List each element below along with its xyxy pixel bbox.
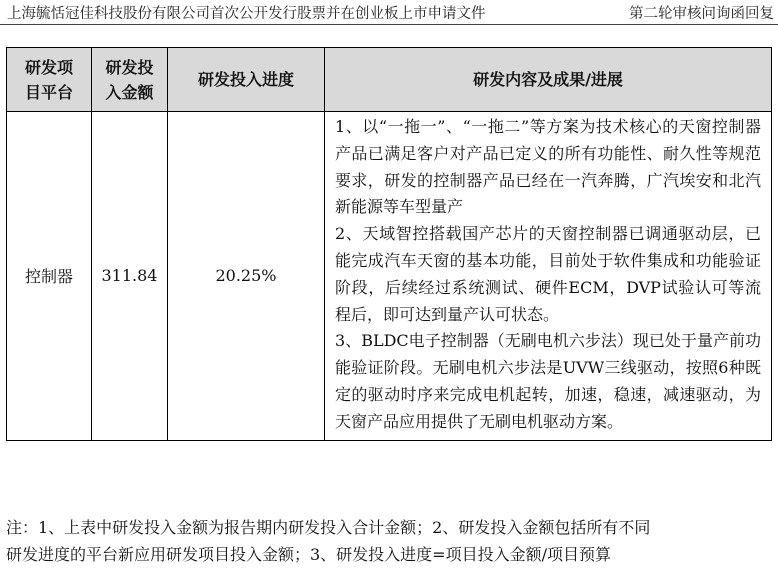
content-item-2: 2、天域智控搭载国产芯片的天窗控制器已调通驱动层，已能完成汽车天窗的基本功能，目前处于软件集成和功能验证阶段，后续经过系统测试、硬件ECM，DVP试验认可等流程后，即可达到量产认可状态。 bbox=[335, 224, 761, 324]
page-header bbox=[0, 0, 778, 26]
column-header-progress: 研发投入进度 bbox=[168, 48, 325, 112]
rd-table bbox=[6, 47, 772, 441]
header-divider bbox=[0, 24, 778, 25]
column-header-platform: 研发项 目平台 bbox=[7, 48, 92, 112]
cell-progress: 20.25% bbox=[168, 112, 325, 441]
header-company-title: 上海毓恬冠佳科技股份有限公司首次公开发行股票并在创业板上市申请文件 bbox=[7, 6, 486, 22]
cell-platform: 控制器 bbox=[7, 112, 92, 441]
note-line-2: 研发进度的平台新应用研发项目投入金额；3、研发投入进度=项目投入金额/项目预算 bbox=[6, 544, 611, 564]
column-header-amount: 研发投 入金额 bbox=[92, 48, 168, 112]
table-header-row bbox=[7, 48, 772, 112]
content-item-1: 1、以“一拖一”、“一拖二”等方案为技术核心的天窗控制器产品已满足客户对产品已定义的所有功能性、耐久性等规范要求，研发的控制器产品已经在一汽奔腾，广汽埃安和北汽新能源等车型量产 bbox=[335, 117, 761, 217]
cell-amount: 311.84 bbox=[92, 112, 168, 441]
note-line-1: 注：1、上表中研发投入金额为报告期内研发投入合计金额；2、研发投入金额包括所有不同 bbox=[6, 518, 651, 537]
content-item-3: 3、BLDC电子控制器（无刷电机六步法）现已处于量产前功能验证阶段。无刷电机六步法是UVW三线驱动，按照6种既定的驱动时序来完成电机起转，加速，稳速，减速驱动，为天窗产品应用提供了无刷电机驱动方案。 bbox=[335, 331, 761, 431]
table-row bbox=[7, 112, 772, 441]
cell-content bbox=[325, 112, 772, 441]
table-note bbox=[6, 515, 776, 568]
column-header-content: 研发内容及成果/进展 bbox=[325, 48, 772, 112]
header-document-title: 第二轮审核问询函回复 bbox=[629, 6, 774, 22]
